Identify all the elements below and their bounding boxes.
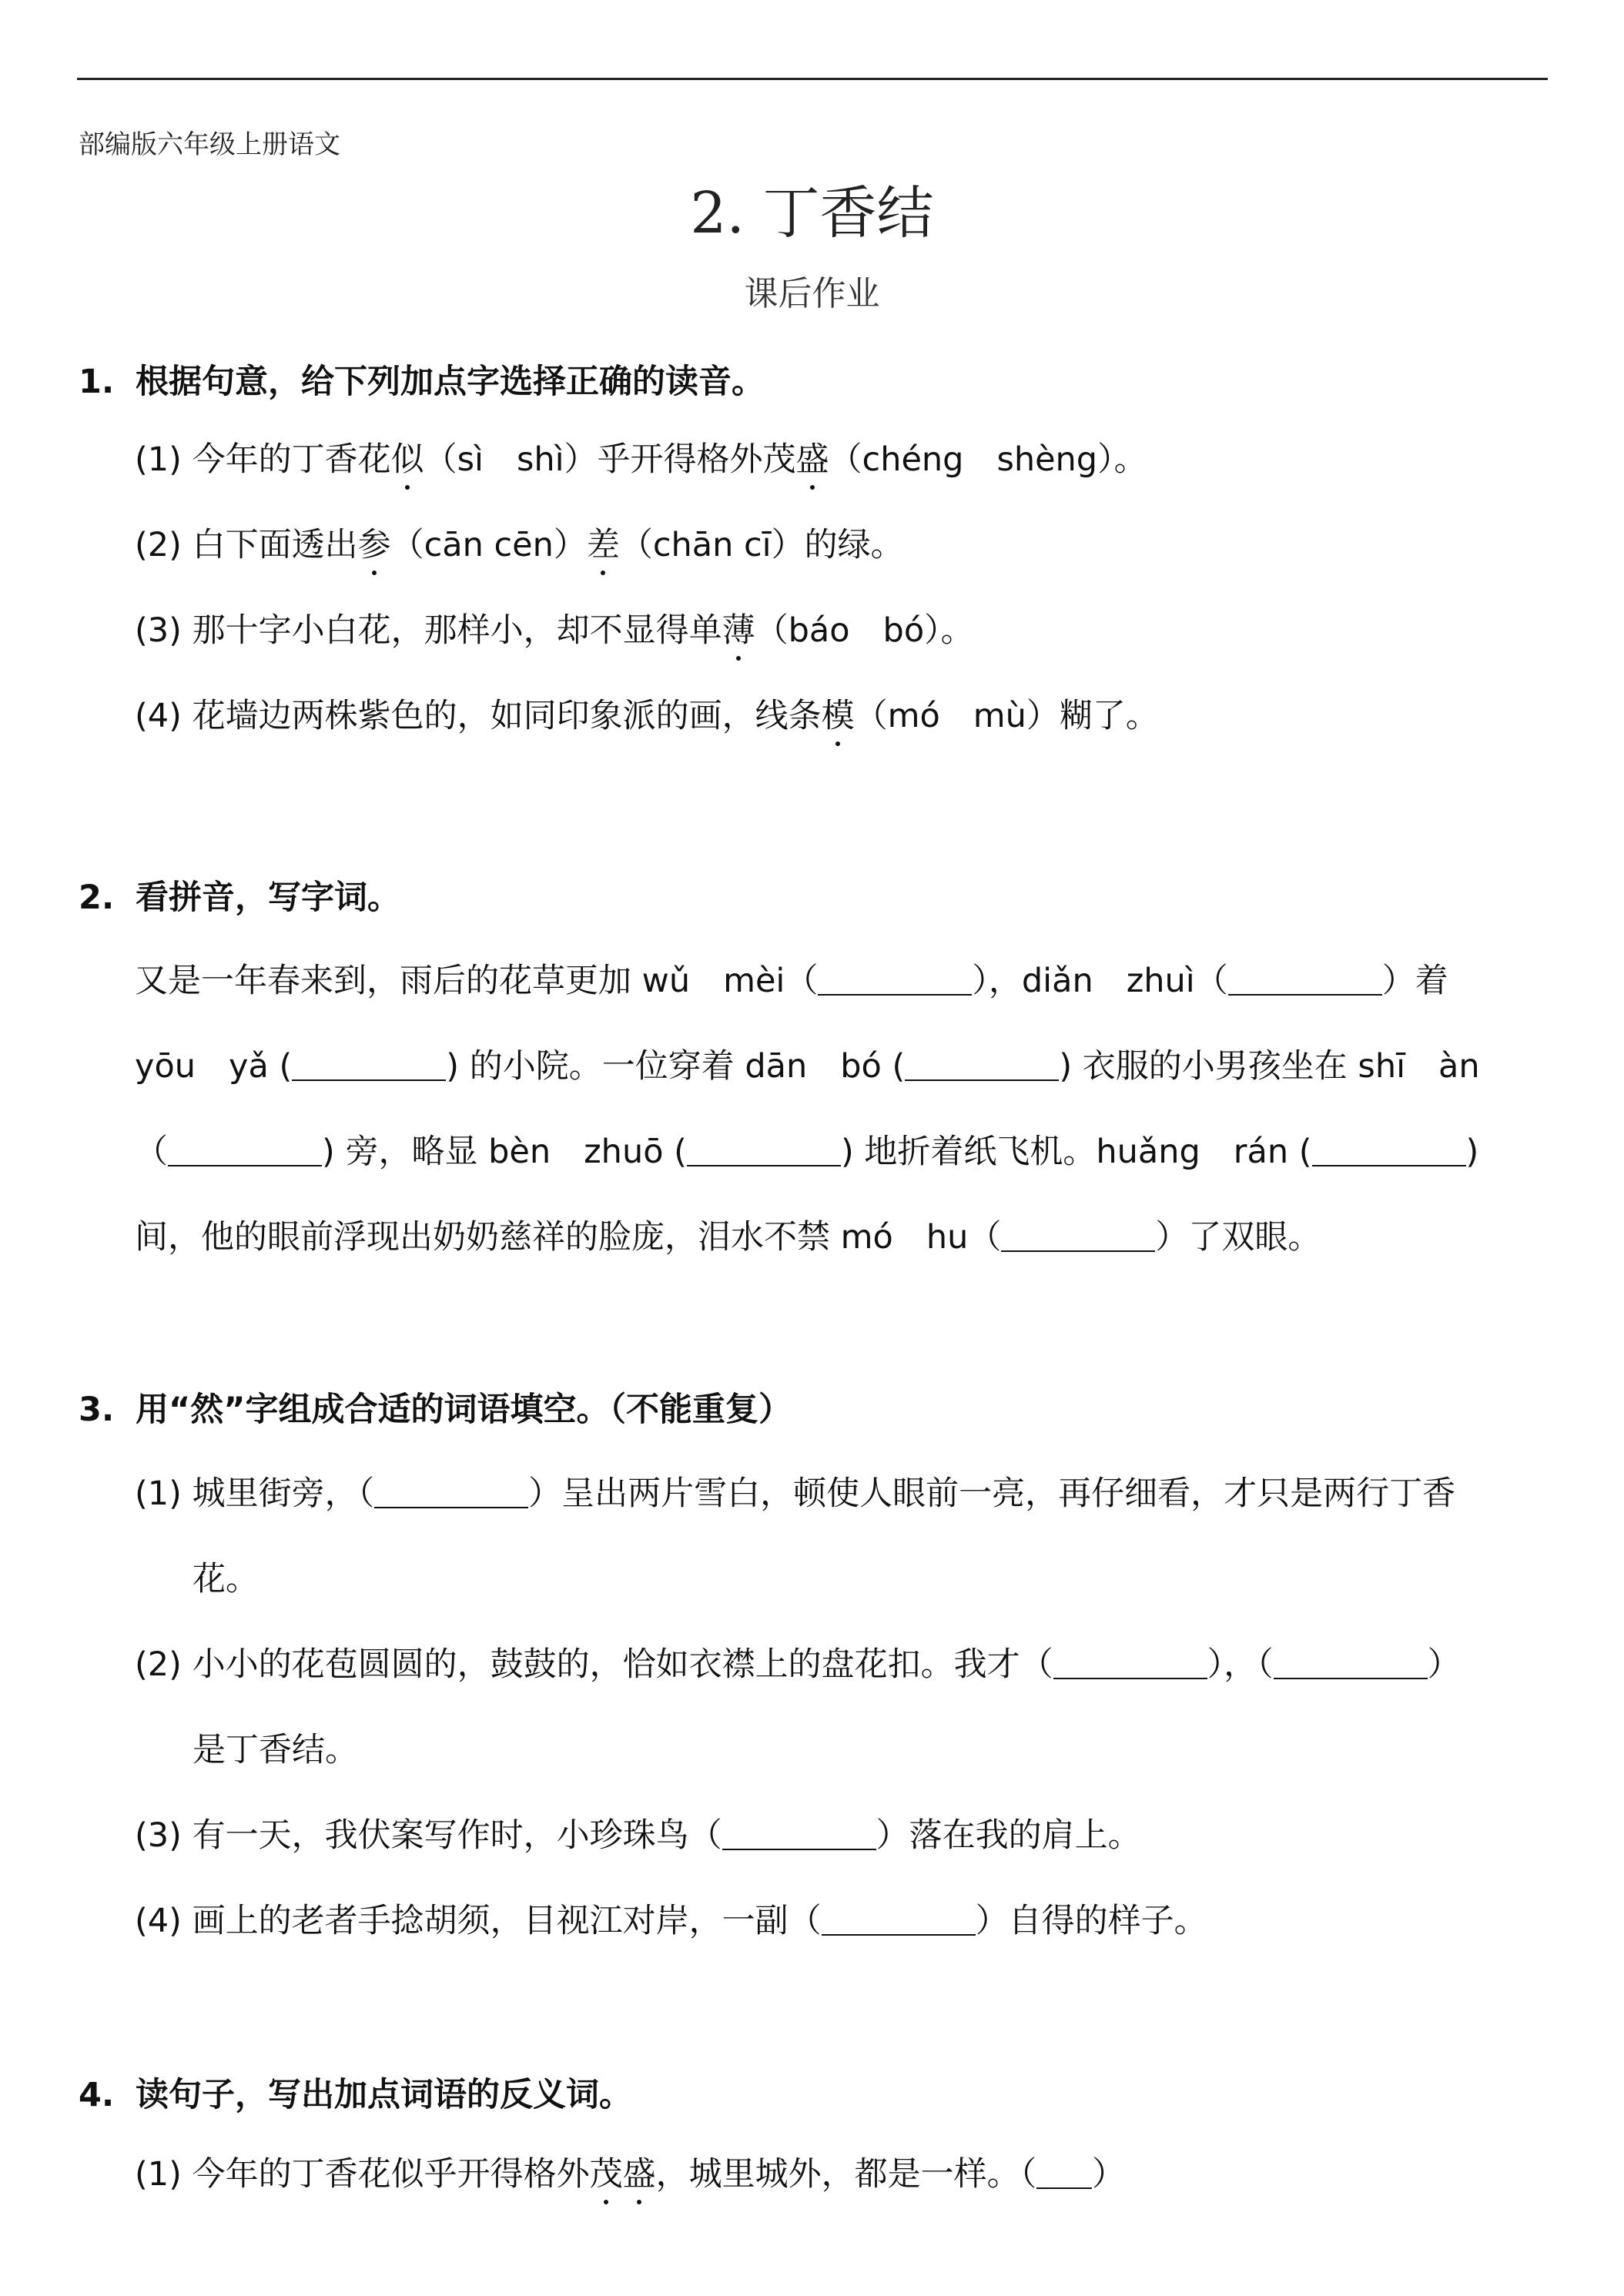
question-number: 3. [79,1391,115,1429]
item-number: (4) [135,1902,182,1940]
question-4-heading [79,2069,632,2116]
q3-item-3 [135,1809,1141,1856]
item-text: ，城里城外，都是一样。（ [655,2155,1037,2194]
answer-blank[interactable] [1001,1217,1155,1252]
question-title: 看拼音，写字词。 [136,879,400,917]
dotted-char: 似 [391,433,424,480]
dotted-char: 参 [358,519,391,566]
line-text: ) [1465,1133,1479,1171]
item-number: (4) [135,697,182,735]
item-number: (3) [135,1816,182,1855]
answer-blank[interactable] [374,1474,528,1508]
question-1-heading [79,356,765,403]
q4-item-1 [135,2148,1125,2195]
answer-blank[interactable] [1274,1645,1428,1679]
lesson-subtitle: 课后作业 [744,274,880,313]
item-text: （báo bó）。 [755,611,974,650]
question-title: 读句子，写出加点词语的反义词。 [136,2076,632,2114]
question-number: 4. [79,2076,115,2114]
q1-item-4 [135,690,1159,737]
dotted-char: 模 [822,690,855,737]
q3-item-2 [135,1638,1461,1685]
q3-item-4 [135,1895,1207,1942]
question-title: 根据句意，给下列加点字选择正确的读音。 [136,363,765,401]
item-text: 今年的丁香花 [192,440,391,479]
item-text: 今年的丁香花似乎开得格外 [192,2155,590,2194]
item-text: 城里街旁，（ [192,1474,375,1513]
line-text: （ [135,1133,168,1171]
answer-blank[interactable] [822,1901,976,1936]
line-text: ），diǎn zhuì（ [972,962,1228,1000]
question-number: 1. [79,363,115,401]
item-text: ）自得的样子。 [975,1902,1207,1940]
answer-blank[interactable] [1228,961,1382,996]
item-text: （mó mù）糊了。 [854,697,1159,735]
line-text: 间，他的眼前浮现出奶奶慈祥的脸庞，泪水不禁 mó hu（ [135,1218,1002,1257]
q1-item-2 [135,519,904,566]
answer-blank[interactable] [1036,2154,1092,2189]
item-number: (1) [135,1474,182,1513]
top-rule [77,78,1548,80]
item-number: (1) [135,2155,182,2194]
item-number: (1) [135,440,182,479]
item-text: 有一天，我伏案写作时，小珍珠鸟（ [192,1816,722,1855]
line-text: ）着 [1381,962,1448,1000]
q2-line-2 [135,1040,1480,1087]
item-text: （sì shì）乎开得格外茂 [424,440,796,479]
line-text: ) 的小院。一位穿着 dān bó ( [446,1047,906,1086]
item-text: ） [1427,1645,1461,1684]
item-text: 花墙边两株紫色的，如同印象派的画，线条 [192,697,822,735]
dotted-char: 茂 [590,2148,623,2195]
item-number: (2) [135,1645,182,1684]
q1-item-1 [135,433,1147,480]
answer-blank[interactable] [168,1132,322,1166]
q2-line-4 [135,1211,1321,1258]
answer-blank[interactable] [818,961,972,996]
item-text: ），（ [1207,1645,1274,1684]
item-text: （chān cī）的绿。 [619,526,904,564]
question-3-heading [79,1384,792,1431]
item-text: 那十字小白花，那样小，却不显得单 [192,611,722,650]
line-text: ) 衣服的小男孩坐在 shī àn [1059,1047,1480,1086]
item-text: ）落在我的肩上。 [876,1816,1141,1855]
item-text: ） [1092,2155,1126,2194]
q2-line-1 [135,955,1448,1002]
dotted-char: 薄 [722,604,755,651]
line-text: yōu yǎ ( [135,1047,293,1086]
line-text: ）了双眼。 [1155,1218,1321,1257]
item-number: (2) [135,526,182,564]
line-text: ) 旁，略显 bèn zhuō ( [322,1133,687,1171]
item-text: 小小的花苞圆圆的，鼓鼓的，恰如衣襟上的盘花扣。我才（ [192,1645,1053,1684]
dotted-char: 盛 [796,433,829,480]
question-number: 2. [79,879,115,917]
item-text: ）呈出两片雪白，顿使人眼前一亮，再仔细看，才只是两行丁香 [528,1474,1456,1513]
item-text: （cān cēn） [390,526,587,564]
answer-blank[interactable] [722,1816,876,1850]
book-label: 部编版六年级上册语文 [79,129,340,160]
answer-blank[interactable] [1312,1132,1466,1166]
question-title: 用“然”字组成合适的词语填空。（不能重复） [136,1391,792,1429]
item-number: (3) [135,611,182,650]
dotted-char: 盛 [623,2148,656,2195]
q1-item-3 [135,604,974,651]
question-2-heading [79,872,400,919]
line-text: ) 地折着纸飞机。huǎng rán ( [840,1133,1312,1171]
answer-blank[interactable] [292,1046,446,1081]
item-text: 白下面透出 [192,526,358,564]
item-text: 画上的老者手捻胡须，目视江对岸，一副（ [192,1902,822,1940]
line-text: 又是一年春来到，雨后的花草更加 wǔ mèi（ [135,962,819,1000]
q3-item-1-continued: 花。 [193,1560,259,1598]
answer-blank[interactable] [1053,1645,1207,1679]
q3-item-1 [135,1468,1455,1514]
answer-blank[interactable] [905,1046,1059,1081]
lesson-title: 2. 丁香结 [690,180,934,246]
q3-item-2-continued: 是丁香结。 [193,1731,358,1769]
item-text: （chéng shèng）。 [829,440,1147,479]
q2-line-3 [135,1126,1478,1173]
dotted-char: 差 [587,519,620,566]
answer-blank[interactable] [687,1132,841,1166]
